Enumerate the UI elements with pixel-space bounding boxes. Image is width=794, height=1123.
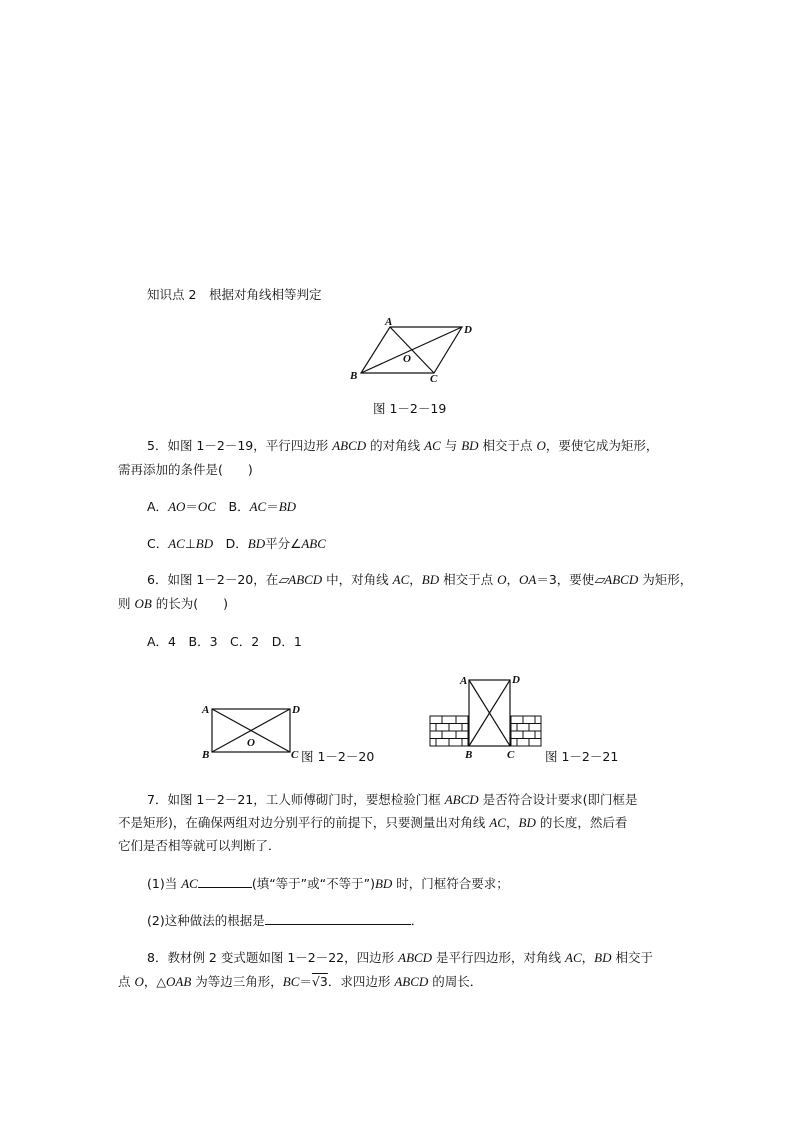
q7-line3: 它们是否相等就可以判断了． — [118, 838, 281, 853]
q6-line1: 6．如图 1－2－20，在▱ABCD 中，对角线 AC，BD 相交于点 O，OA＝3，要使▱ABCD 为矩形， — [147, 572, 693, 587]
figure-caption-21: 图 1－2－21 — [545, 749, 619, 764]
q6-options: A．4 B．3 C．2 D．1 — [147, 634, 302, 649]
section-title: 根据对角线相等判定 — [208, 287, 322, 302]
label-c: C — [291, 749, 299, 761]
right-brick-wall — [511, 716, 541, 746]
label-d: D — [292, 704, 300, 716]
figure-1-2-20 — [200, 700, 300, 762]
label-o: O — [247, 737, 255, 749]
answer-blank-2[interactable] — [265, 910, 411, 925]
q7-line2: 不是矩形)，在确保两组对边分别平行的前提下，只要测量出对角线 AC，BD 的长度，然后看 — [118, 815, 628, 830]
left-brick-wall — [430, 716, 468, 746]
q7-sub2: (2)这种做法的根据是 ． — [147, 910, 423, 931]
q8-line2: 点 O，△OAB 为等边三角形，BC＝√3．求四边形 ABCD 的周长． — [118, 974, 483, 989]
label-b: B — [350, 370, 358, 382]
label-c: C — [430, 373, 438, 385]
label-a: A — [385, 316, 393, 328]
figure-caption-19: 图 1－2－19 — [373, 401, 447, 416]
q5-options-cd: C．AC⊥BD D．BD平分∠ABC — [147, 536, 326, 551]
label-o: O — [403, 353, 411, 365]
section-heading — [147, 285, 321, 305]
figure-1-2-19 — [340, 315, 490, 385]
label-a: A — [460, 675, 468, 687]
q7-sub1: (1)当 AC (填“等于”或“不等于”)BD 时，门框符合要求； — [147, 873, 509, 894]
label-d: D — [512, 674, 520, 686]
label-b: B — [202, 749, 210, 761]
label-b: B — [465, 749, 473, 760]
answer-blank-1[interactable] — [198, 873, 252, 888]
q5-line2: 需再添加的条件是( ) — [118, 462, 253, 477]
q8-line1: 8．教材例 2 变式题如图 1－2－22，四边形 ABCD 是平行四边形，对角线 AC，BD 相交于 — [147, 950, 653, 965]
q5-line1: 5．如图 1－2－19，平行四边形 ABCD 的对角线 AC 与 BD 相交于点 O，要使它成为矩形， — [147, 438, 659, 453]
figure-1-2-21 — [425, 670, 545, 760]
sqrt-three: √3 — [311, 974, 328, 989]
figure-caption-20: 图 1－2－20 — [301, 749, 375, 764]
q7-line1: 7．如图 1－2－21，工人师傅砌门时，要想检验门框 ABCD 是否符合设计要求(即门框是 — [147, 792, 638, 807]
label-a: A — [202, 704, 210, 716]
label-d: D — [464, 324, 472, 336]
q5-options-ab: A．AO＝OC B．AC＝BD — [147, 499, 297, 514]
section-prefix: 知识点 2 — [147, 287, 197, 302]
q6-line2: 则 OB 的长为( ) — [118, 596, 229, 611]
label-c: C — [507, 749, 515, 760]
